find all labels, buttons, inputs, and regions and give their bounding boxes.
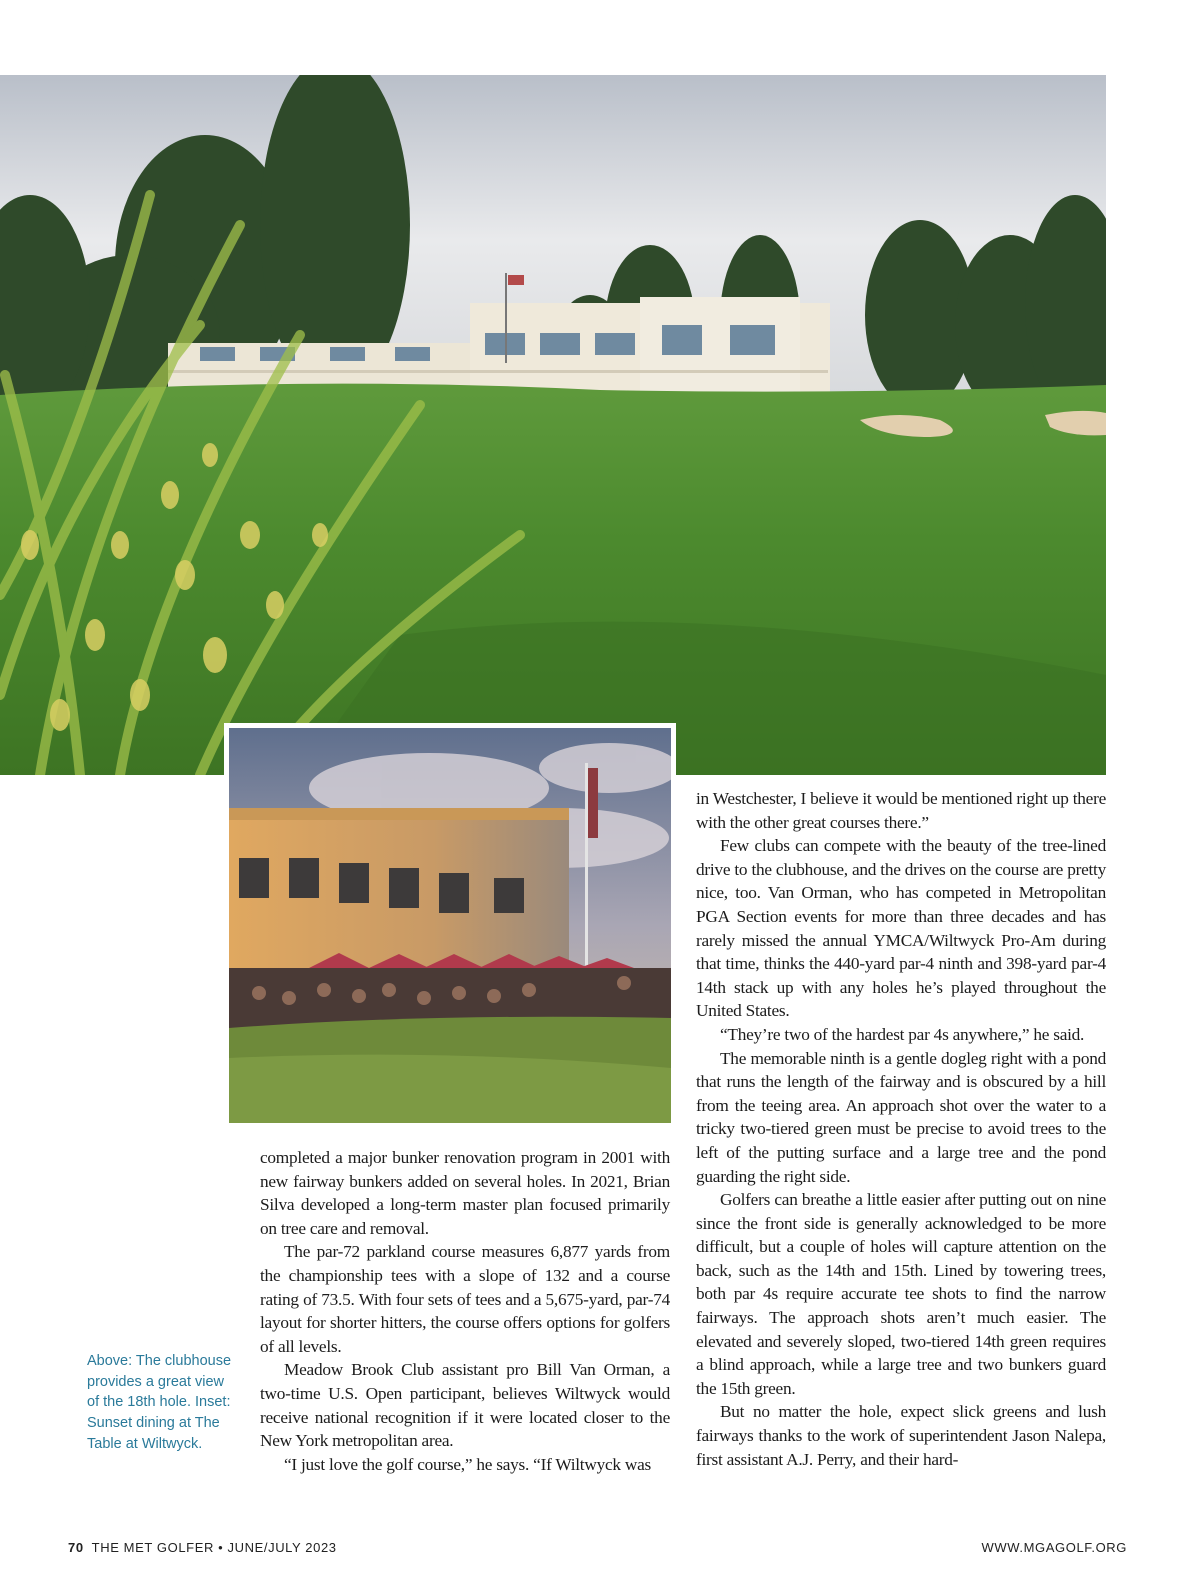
inset-photo: [224, 723, 676, 1128]
publication-name: THE MET GOLFER • JUNE/JULY 2023: [91, 1540, 337, 1555]
paragraph: in Westchester, I believe it would be mentioned right up there with the other great courses there.”: [696, 789, 1106, 832]
article-column-right: [696, 787, 1106, 1471]
page-number: 70: [68, 1540, 84, 1555]
article-column-left: [260, 1146, 670, 1476]
footer-folio: [68, 1540, 337, 1555]
main-photo: [0, 75, 1106, 775]
paragraph: “They’re two of the hardest par 4s anywhere,” he said.: [720, 1024, 1085, 1044]
paragraph: But no matter the hole, expect slick greens and lush fairways thanks to the work of superintendent Jason Nalepa, first assistant A.J. Perry, and their hard-: [696, 1402, 1106, 1469]
footer-website: WWW.MGAGOLF.ORG: [981, 1540, 1127, 1555]
photo-caption: Above: The clubhouse provides a great view of the 18th hole. Inset: Sunset dining at The Table at Wiltwyck.: [87, 1353, 232, 1452]
paragraph: “I just love the golf course,” he says. “If Wiltwyck was: [284, 1454, 651, 1474]
paragraph: Golfers can breathe a little easier after putting out on nine since the front side is generally acknowledged to be more difficult, but a couple of holes will capture attention on the back, such as the 14th and 15th. Lined by towering trees, both par 4s require accurate tee shots to find the narrow fairways. The approach shots aren’t much easier. The elevated and severely sloped, two-tiered 14th green requires a blind approach, while a large tree and two bunkers guard the 15th green.: [696, 1190, 1106, 1398]
paragraph: The par-72 parkland course measures 6,877 yards from the championship tees with a slope of 132 and a course rating of 73.5. With four sets of tees and a 5,675-yard, par-74 layout for shorter hitters, the course offers options for golfers of all levels.: [260, 1242, 670, 1356]
paragraph: The memorable ninth is a gentle dogleg right with a pond that runs the length of the fairway and is obscured by a hill from the teeing area. An approach shot over the water to a tricky two-tiered green must be precise to avoid trees to the left of the putting surface and a large tree and the pond guarding the right side.: [696, 1048, 1106, 1186]
paragraph: completed a major bunker renovation program in 2001 with new fairway bunkers added on several holes. In 2021, Brian Silva developed a long-term master plan focused primarily on tree care and removal.: [260, 1148, 670, 1238]
paragraph: Meadow Brook Club assistant pro Bill Van Orman, a two-time U.S. Open participant, believes Wiltwyck would receive national recognition if it were located closer to the New York metropolitan area.: [260, 1360, 670, 1451]
sunset-dining-photo-illustration: [229, 728, 671, 1123]
clubhouse-photo-illustration: [0, 75, 1106, 775]
paragraph: Few clubs can compete with the beauty of the tree-lined drive to the clubhouse, and the drives on the course are pretty nice, too. Van Orman, who has competed in Metropolitan PGA Section events for more than three decades and has rarely missed the annual YMCA/Wiltwyck Pro-Am during that time, thinks the 440-yard par-4 ninth and 398-yard par-4 14th stack up with any holes he’s played throughout the United States.: [696, 836, 1106, 1021]
